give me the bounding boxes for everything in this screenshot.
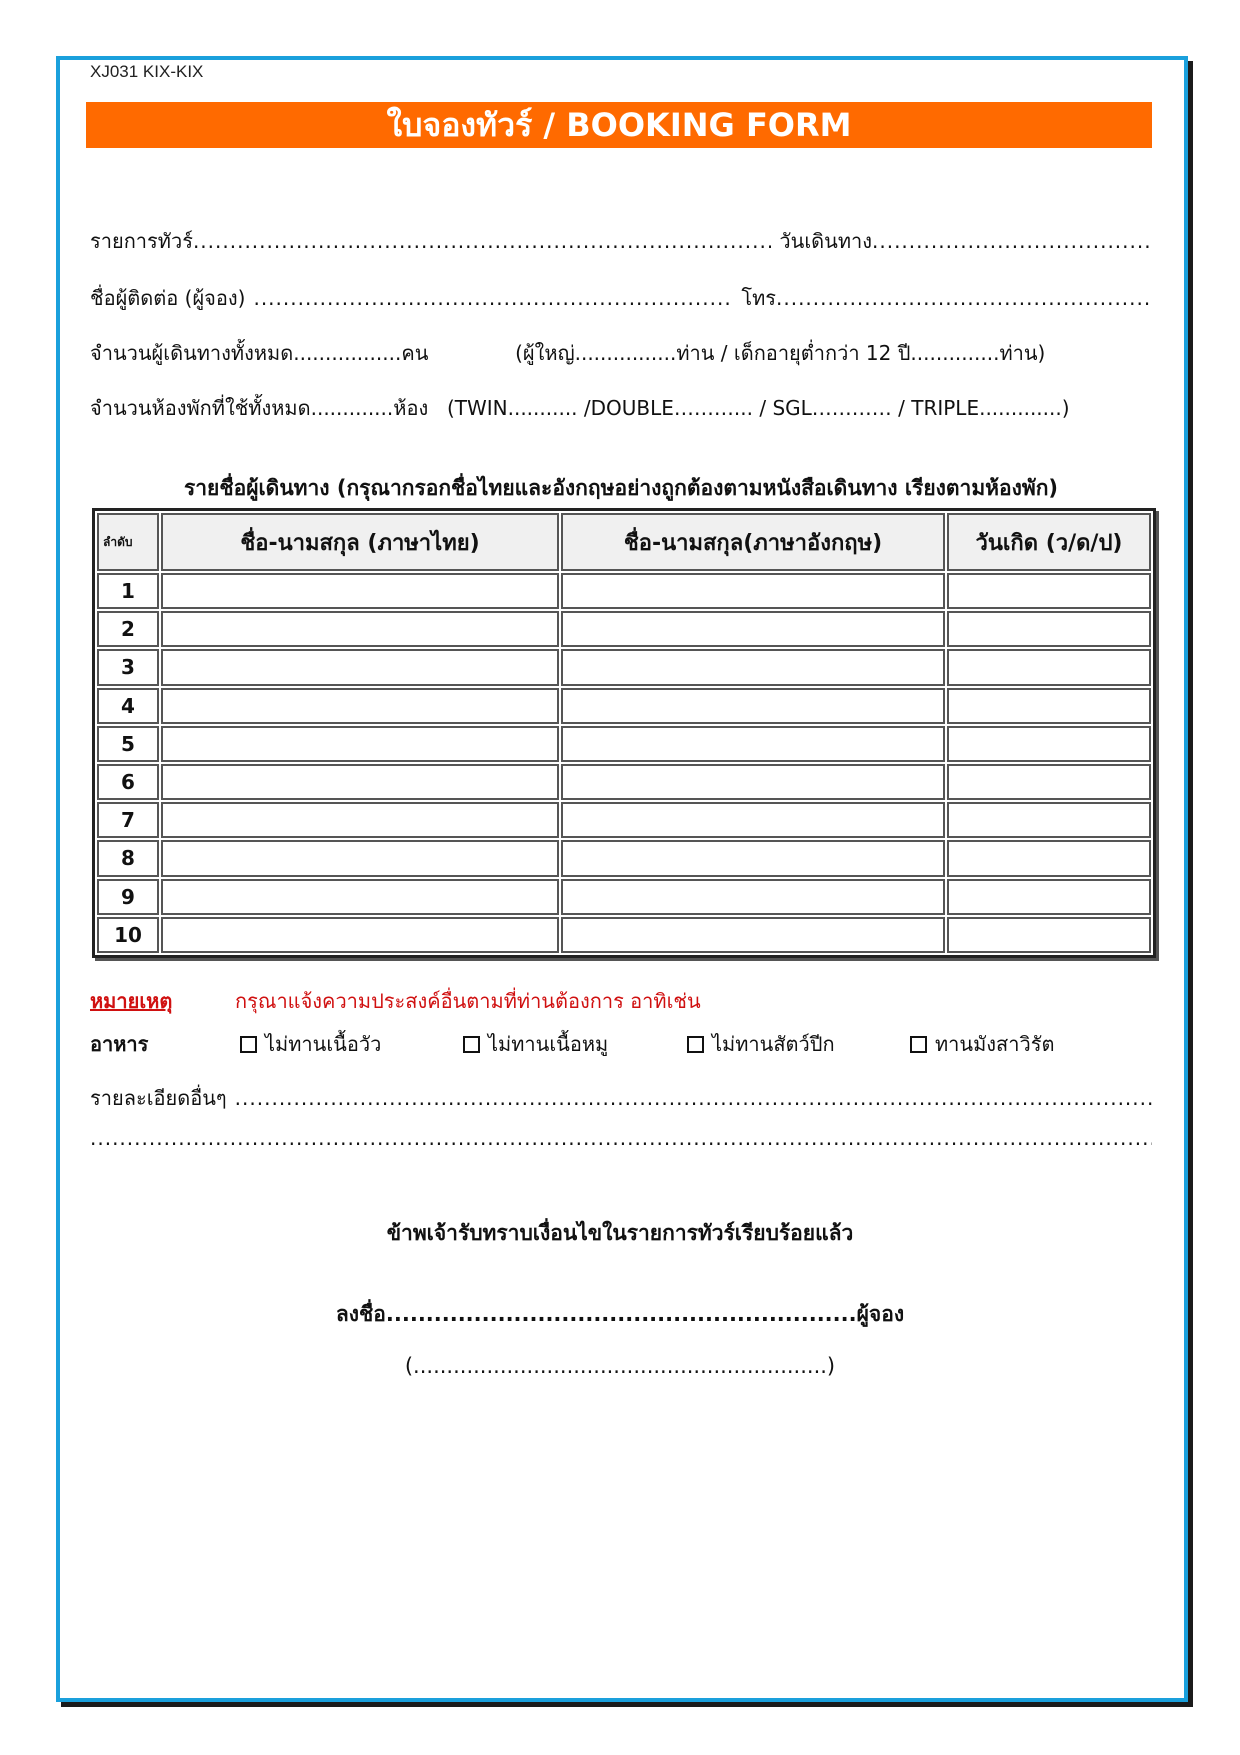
thai-name-cell[interactable] [161,764,559,800]
table-row [97,649,1151,685]
table-row [97,611,1151,647]
english-name-cell[interactable] [561,917,945,953]
english-name-cell[interactable] [561,802,945,838]
acknowledgement: ข้าพเจ้ารับทราบเงื่อนไขในรายการทัวร์เรียบร้อยแล้ว [386,1221,854,1245]
thai-name-cell[interactable] [161,688,559,724]
birthdate-cell[interactable] [947,611,1151,647]
traveler-table [92,508,1156,958]
tour-field[interactable] [193,229,771,253]
checkbox-icon [240,1036,257,1053]
table-row [97,726,1151,762]
table-row [97,879,1151,915]
food-line [90,1028,1152,1058]
rooms-line [90,392,1152,424]
option-no-beef[interactable] [240,1028,381,1060]
option-label: ไม่ทานเนื้อหมู [488,1032,609,1056]
tour-line [90,225,1152,257]
col-number: ลำดับ [97,513,159,571]
col-thai-name: ชื่อ-นามสกุล (ภาษาไทย) [161,513,559,571]
thai-name-cell[interactable] [161,726,559,762]
signer-label: ผู้จอง [856,1302,905,1326]
birthdate-cell[interactable] [947,649,1151,685]
table-row [97,802,1151,838]
row-number: 2 [97,611,159,647]
col-english-name: ชื่อ-นามสกุล(ภาษาอังกฤษ) [561,513,945,571]
contact-field[interactable] [253,286,733,310]
checkbox-icon [687,1036,704,1053]
row-number: 4 [97,688,159,724]
birthdate-cell[interactable] [947,573,1151,609]
remarks-text: กรุณาแจ้งความประสงค์อื่นตามที่ท่านต้องการ อาทิเช่น [235,989,701,1013]
english-name-cell[interactable] [561,764,945,800]
document-code: XJ031 KIX-KIX [90,62,204,81]
child-unit: ท่าน) [999,341,1046,365]
details-line-2 [90,1126,1152,1150]
row-number: 3 [97,649,159,685]
contact-line [90,282,1152,314]
row-number: 1 [97,573,159,609]
table-row [97,688,1151,724]
row-number: 7 [97,802,159,838]
thai-name-cell[interactable] [161,649,559,685]
table-row [97,917,1151,953]
thai-name-cell[interactable] [161,840,559,876]
option-label: ทานมังสาวิรัต [935,1032,1055,1056]
english-name-cell[interactable] [561,611,945,647]
details-line [90,1082,1152,1114]
english-name-cell[interactable] [561,726,945,762]
details-field-2[interactable] [90,1126,1152,1150]
page-title: ใบจองทัวร์ / BOOKING FORM [86,102,1152,148]
birthdate-cell[interactable] [947,688,1151,724]
room-field[interactable]: ............. [310,396,394,420]
date-label: วันเดินทาง [779,229,872,253]
row-number: 9 [97,879,159,915]
details-label: รายละเอียดอื่นๆ [90,1086,227,1110]
total-field[interactable]: ................. [293,341,402,365]
english-name-cell[interactable] [561,879,945,915]
option-label: ไม่ทานสัตว์ปีก [712,1032,835,1056]
birthdate-cell[interactable] [947,917,1151,953]
birthdate-cell[interactable] [947,764,1151,800]
table-row [97,764,1151,800]
adult-label: (ผู้ใหญ่ [515,341,575,365]
printed-name-field[interactable]: (..............................................................) [404,1354,836,1378]
birthdate-cell[interactable] [947,840,1151,876]
row-number: 10 [97,917,159,953]
birthdate-cell[interactable] [947,726,1151,762]
checkbox-icon [463,1036,480,1053]
birthdate-cell[interactable] [947,879,1151,915]
row-number: 6 [97,764,159,800]
row-number: 8 [97,840,159,876]
adult-field[interactable]: ................ [574,341,677,365]
thai-name-cell[interactable] [161,611,559,647]
table-heading: รายชื่อผู้เดินทาง (กรุณากรอกชื่อไทยและอังกฤษอย่างถูกต้องตามหนังสือเดินทาง เรียงตามห้องพัก) [183,476,1059,500]
travelers-line [90,337,1152,369]
phone-field[interactable] [776,286,1152,310]
total-unit: คน [401,341,429,365]
birthdate-cell[interactable] [947,802,1151,838]
col-birthdate: วันเกิด (ว/ด/ป) [947,513,1151,571]
details-field[interactable] [235,1086,1152,1110]
room-unit: ห้อง [393,396,429,420]
option-label: ไม่ทานเนื้อวัว [265,1032,382,1056]
signature-line [0,1298,1240,1331]
room-types[interactable]: (TWIN........... /DOUBLE………... / SGL………… / TRIPLE.............) [446,396,1070,420]
thai-name-cell[interactable] [161,573,559,609]
total-label: จำนวนผู้เดินทางทั้งหมด [90,341,294,365]
contact-label: ชื่อผู้ติดต่อ (ผู้จอง) [90,286,246,310]
sign-label: ลงชื่อ [335,1302,386,1326]
date-field[interactable] [872,229,1152,253]
remarks-label: หมายเหตุ [90,989,173,1013]
option-no-poultry[interactable] [687,1028,835,1060]
table-row [97,840,1151,876]
table-row [97,573,1151,609]
option-no-pork[interactable] [463,1028,608,1060]
food-label: อาหาร [90,1032,149,1056]
english-name-cell[interactable] [561,573,945,609]
option-vegetarian[interactable] [910,1028,1054,1060]
phone-label: โทร [741,286,776,310]
remarks-line [90,985,1152,1017]
adult-unit: ท่าน / เด็กอายุต่ำกว่า 12 ปี [676,341,911,365]
thai-name-cell[interactable] [161,802,559,838]
room-label: จำนวนห้องพักที่ใช้ทั้งหมด [90,396,311,420]
row-number: 5 [97,726,159,762]
thai-name-cell[interactable] [161,879,559,915]
english-name-cell[interactable] [561,649,945,685]
thai-name-cell[interactable] [161,917,559,953]
checkbox-icon [910,1036,927,1053]
tour-label: รายการทัวร์ [90,229,193,253]
english-name-cell[interactable] [561,840,945,876]
child-field[interactable]: .............. [910,341,1000,365]
signature-field[interactable]: ........................................................... [385,1302,857,1326]
english-name-cell[interactable] [561,688,945,724]
